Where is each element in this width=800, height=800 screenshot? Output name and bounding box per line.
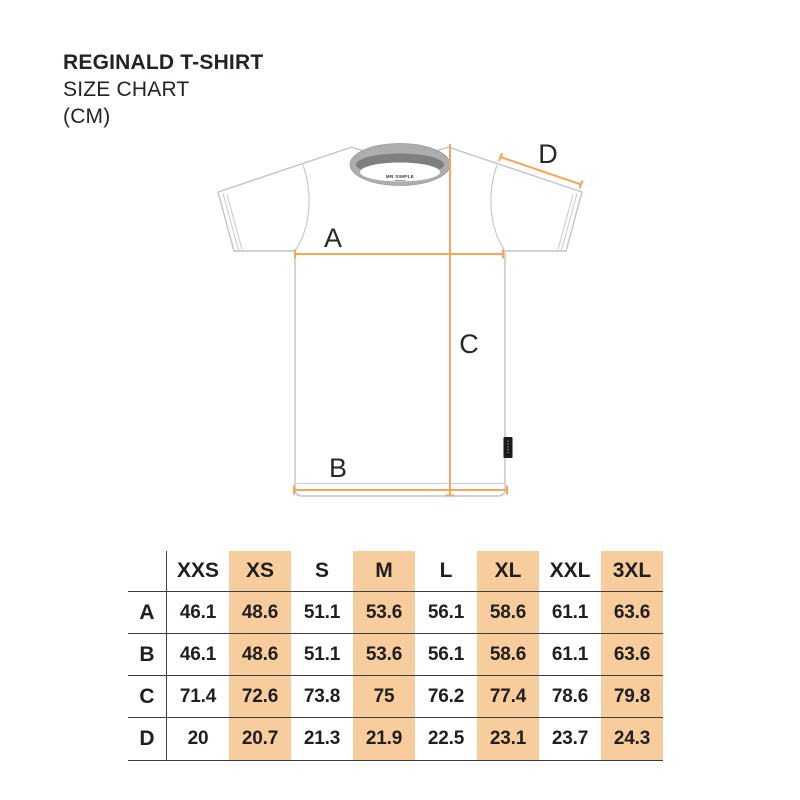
column-header-3xl: 3XL [601,551,663,592]
row-label-b: B [128,634,167,676]
column-header-xxl: XXL [539,551,601,592]
table-cell: 48.6 [229,634,291,676]
table-cell: 46.1 [167,634,229,676]
table-cell: 53.6 [353,634,415,676]
table-cell: 51.1 [291,634,353,676]
page-title: REGINALD T-SHIRT [63,51,264,74]
table-cell: 56.1 [415,634,477,676]
table-cell: 73.8 [291,676,353,718]
column-header-s: S [291,551,353,592]
size-table [128,551,663,761]
page-subtitle: SIZE CHART [63,78,190,101]
table-cell: 76.2 [415,676,477,718]
table-cell: 79.8 [601,676,663,718]
column-header-xs: XS [229,551,291,592]
table-cell: 75 [353,676,415,718]
column-header-xxs: XXS [167,551,229,592]
table-cell: 21.3 [291,718,353,761]
row-label-a: A [128,592,167,634]
table-cell: 78.6 [539,676,601,718]
side-tag [504,437,513,458]
table-cell: 77.4 [477,676,539,718]
table-cell: 24.3 [601,718,663,761]
table-cell: 21.9 [353,718,415,761]
row-label-d: D [128,718,167,761]
table-cell: 72.6 [229,676,291,718]
measure-label-a: A [323,223,343,253]
collar [350,144,450,186]
page-unit: (CM) [63,105,111,128]
table-cell: 48.6 [229,592,291,634]
table-cell: 22.5 [415,718,477,761]
row-label-c: C [128,676,167,718]
collar-brand-label: MR SIMPLE [385,174,415,179]
table-cell: 20.7 [229,718,291,761]
table-cell: 51.1 [291,592,353,634]
table-cell: 63.6 [601,592,663,634]
table-cell: 23.1 [477,718,539,761]
column-header-xl: XL [477,551,539,592]
table-cell: 56.1 [415,592,477,634]
measure-label-c: C [459,329,479,359]
table-cell: 58.6 [477,634,539,676]
table-cell: 63.6 [601,634,663,676]
tshirt-outline [218,147,582,496]
measure-label-b: B [328,453,348,483]
table-cell: 53.6 [353,592,415,634]
table-cell: 58.6 [477,592,539,634]
table-cell: 46.1 [167,592,229,634]
table-cell: 71.4 [167,676,229,718]
measure-label-d: D [538,139,558,169]
table-cell: 61.1 [539,592,601,634]
column-header-l: L [415,551,477,592]
column-header-m: M [353,551,415,592]
table-cell: 23.7 [539,718,601,761]
table-corner-cell [128,551,167,592]
table-cell: 61.1 [539,634,601,676]
table-cell: 20 [167,718,229,761]
